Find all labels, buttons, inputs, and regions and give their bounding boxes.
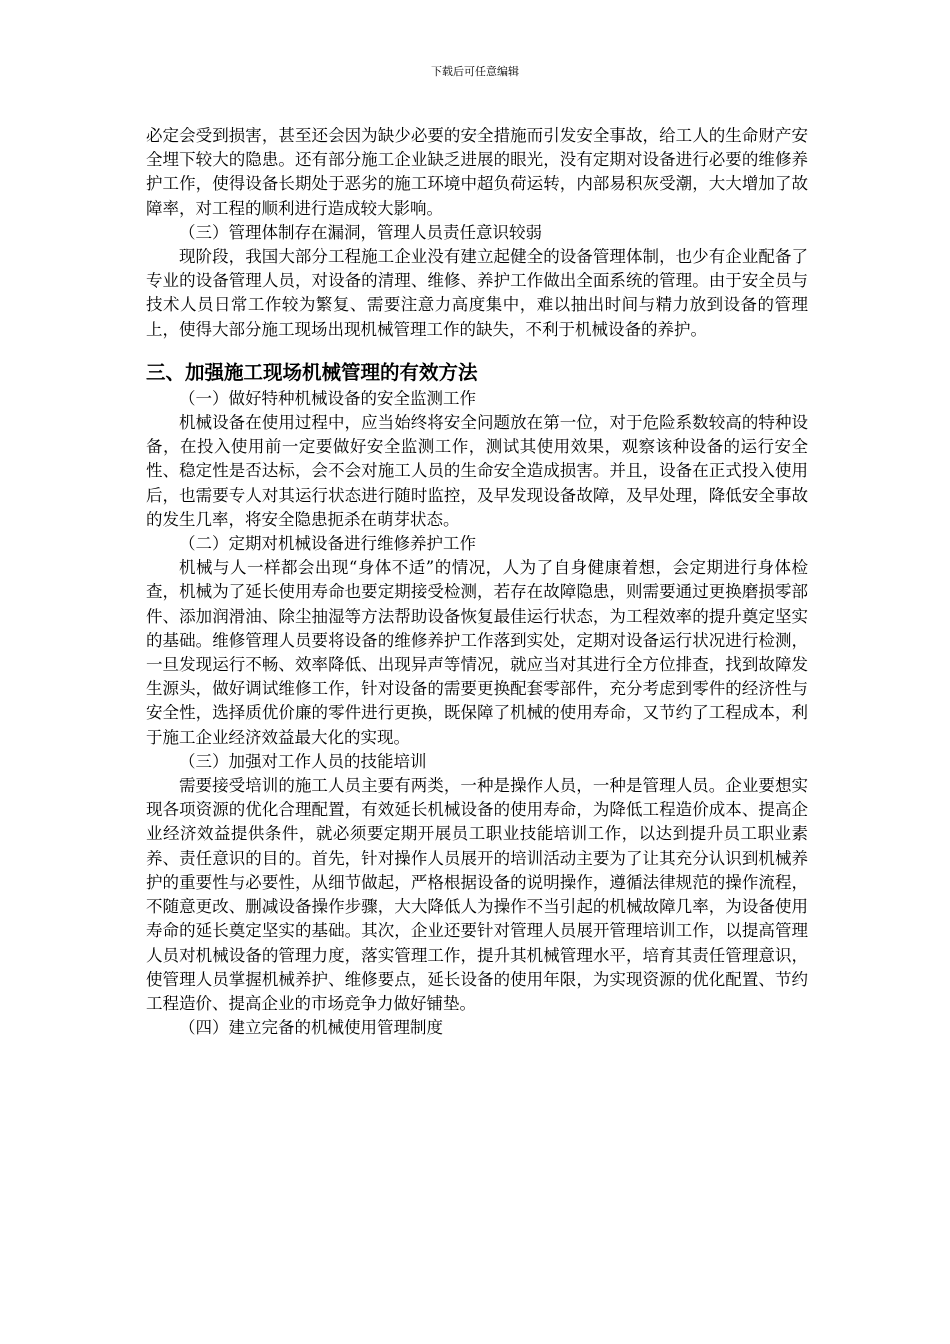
page-header: 下载后可任意编辑 [431, 65, 519, 78]
subheading-management-system: （三）管理体制存在漏洞，管理人员责任意识较弱 [179, 222, 542, 242]
paragraph: 机械与人一样都会出现“身体不适”的情况，人为了自身健康着想，会定期进行身体检查，机械为了延长使用寿命也要定期接受检测，若存在故障隐患，则需要通过更换磨损零部件、添加润滑油、除尘抽湿等方法帮助设备恢复最佳运行状态，为工程效率的提升奠定坚实的基础。维修管理人员要将设备的维修养护工作落到实处，定期对设备运行状况进行检测，一旦发现运行不畅、效率降低、出现异声等情况，就应当对其进行全方位排查，找到故障发生源头，做好调试维修工作，针对设备的需要更换配套零部件，充分考虑到零件的经济性与安全性，选择质优价廉的零件进行更换，既保障了机械的使用寿命，又节约了工程成本，利于施工企业经济效益最大化的实现。 [146, 558, 808, 747]
subheading-safety-monitoring: （一）做好特种机械设备的安全监测工作 [179, 388, 476, 408]
subheading-maintenance: （二）定期对机械设备进行维修养护工作 [179, 534, 476, 554]
paragraph: 需要接受培训的施工人员主要有两类，一种是操作人员，一种是管理人员。企业要想实现各项资源的优化合理配置，有效延长机械设备的使用寿命，为降低工程造价成本、提高企业经济效益提供条件，就必须要定期开展员工职业技能培训工作，以达到提升员工职业素养、责任意识的目的。首先，针对操作人员展开的培训活动主要为了让其充分认识到机械养护的重要性与必要性，从细节做起，严格根据设备的说明操作，遵循法律规范的操作流程，不随意更改、删减设备操作步骤，大大降低人为操作不当引起的机械故障几率，为设备使用寿命的延长奠定坚实的基础。其次，企业还要针对管理人员展开管理培训工作，以提高管理人员对机械设备的管理力度，落实管理工作，提升其机械管理水平，培育其责任管理意识，使管理人员掌握机械养护、维修要点，延长设备的使用年限，为实现资源的优化配置、节约工程造价、提高企业的市场竞争力做好铺垫。 [146, 776, 808, 1013]
paragraph: 机械设备在使用过程中，应当始终将安全问题放在第一位，对于危险系数较高的特种设备，在投入使用前一定要做好安全监测工作，测试其使用效果，观察该种设备的运行安全性、稳定性是否达标，会不会对施工人员的生命安全造成损害。并且，设备在正式投入使用后，也需要专人对其运行状态进行随时监控，及早发现设备故障，及早处理，降低安全事故的发生几率，将安全隐患扼杀在萌芽状态。 [146, 413, 808, 529]
subheading-usage-rules: （四）建立完备的机械使用管理制度 [179, 1018, 443, 1038]
section-heading: 三、加强施工现场机械管理的有效方法 [146, 360, 478, 384]
subheading-training: （三）加强对工作人员的技能培训 [179, 751, 427, 771]
document-body [146, 124, 808, 1040]
paragraph-continued: 必定会受到损害，甚至还会因为缺少必要的安全措施而引发安全事故，给工人的生命财产安全埋下较大的隐患。还有部分施工企业缺乏进展的眼光，没有定期对设备进行必要的维修养护工作，使得设备长期处于恶劣的施工环境中超负荷运转，内部易积灰受潮，大大增加了故障率，对工程的顺利进行造成较大影响。 [146, 126, 808, 218]
paragraph: 现阶段，我国大部分工程施工企业没有建立起健全的设备管理体制，也少有企业配备了专业的设备管理人员，对设备的清理、维修、养护工作做出全面系统的管理。由于安全员与技术人员日常工作较为繁复、需要注意力高度集中，难以抽出时间与精力放到设备的管理上，使得大部分施工现场出现机械管理工作的缺失，不利于机械设备的养护。 [146, 247, 808, 339]
